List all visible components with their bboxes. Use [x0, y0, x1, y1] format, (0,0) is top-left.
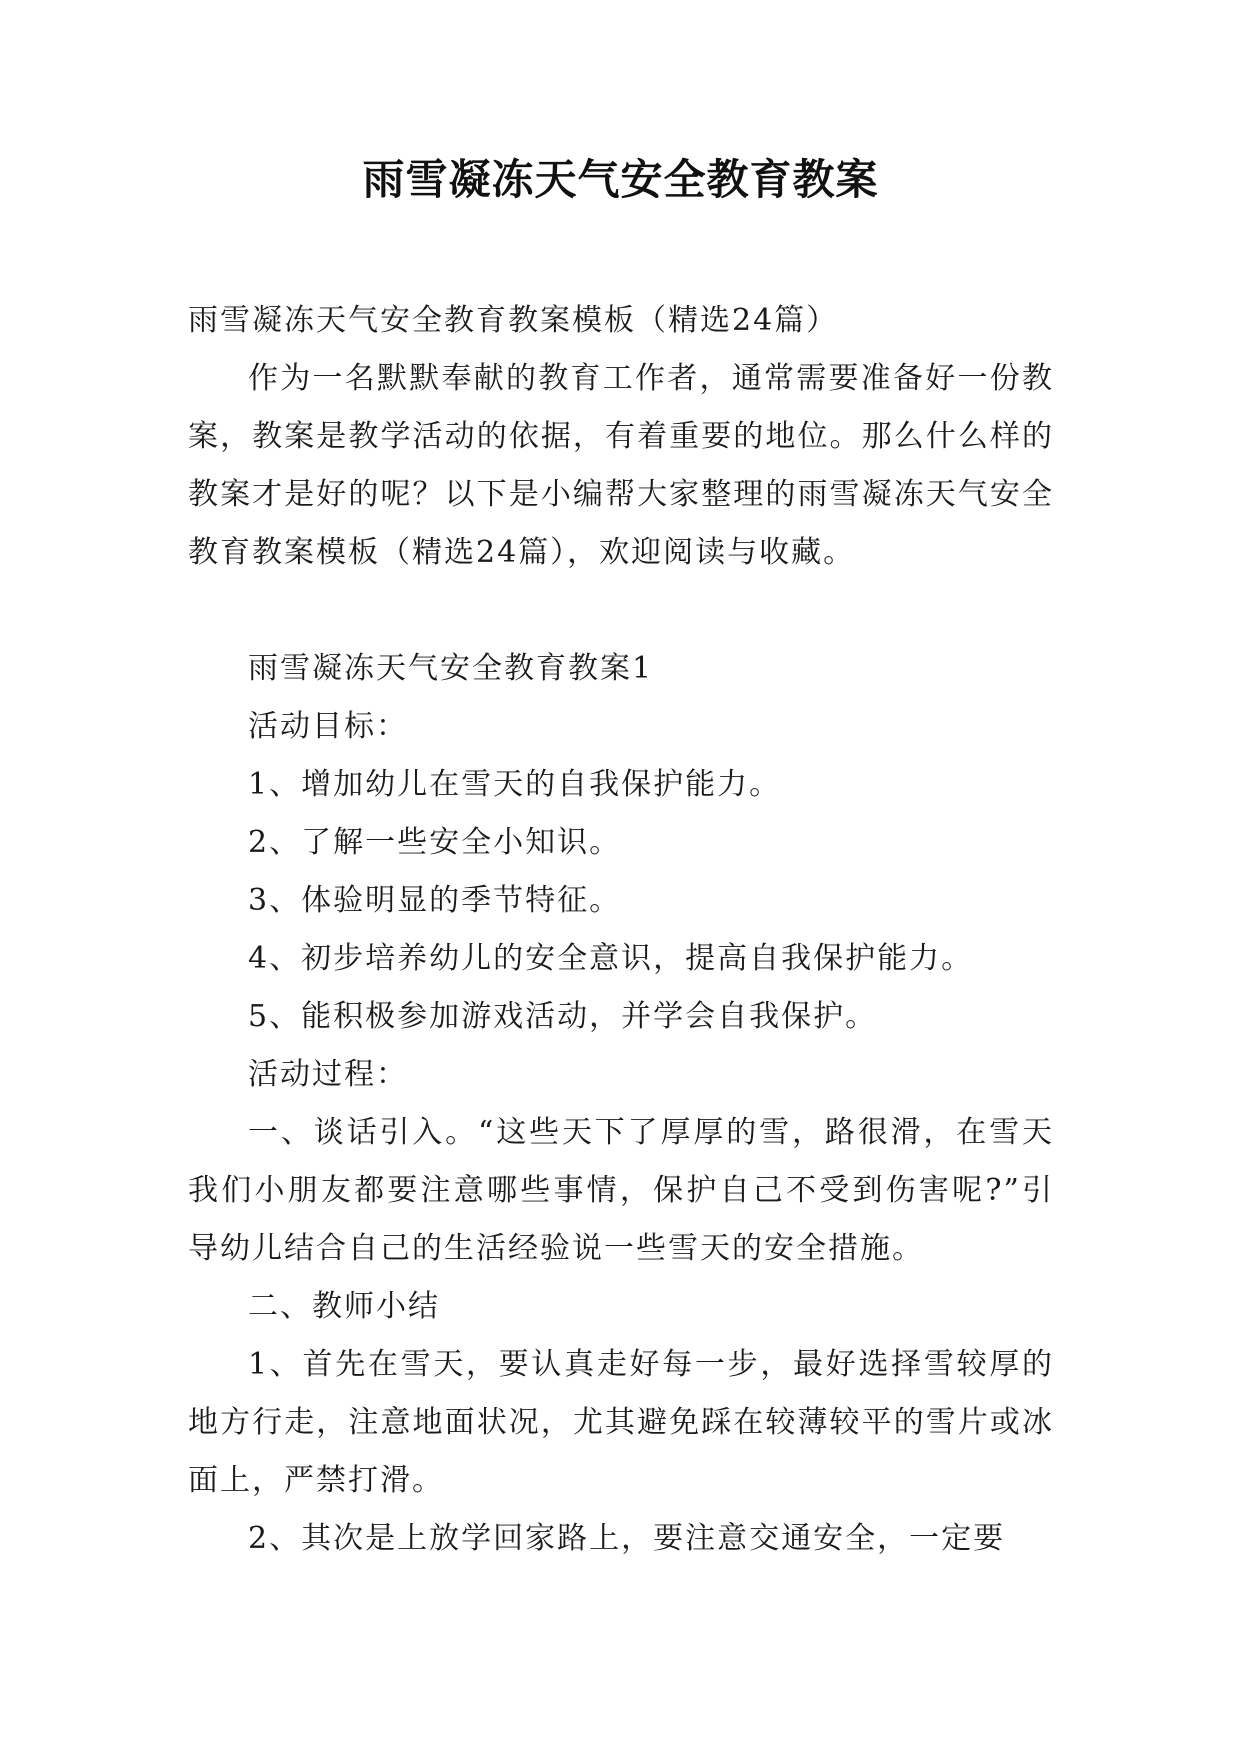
goal-item: 5、能积极参加游戏活动，并学会自我保护。 — [248, 999, 878, 1034]
summary-item-2: 2、其次是上放学回家路上，要注意交通安全，一定要 — [248, 1521, 1006, 1556]
goals-label: 活动目标： — [248, 709, 408, 744]
intro-paragraph: 作为一名默默奉献的教育工作者，通常需要准备好一份教案，教案是教学活动的依据，有着重要的地位。那么什么样的教案才是好的呢？以下是小编帮大家整理的雨雪凝冻天气安全教育教案模板（精选24篇），欢迎阅读与收藏。 — [188, 361, 1054, 570]
section-heading: 雨雪凝冻天气安全教育教案1 — [248, 651, 654, 686]
goal-item: 1、增加幼儿在雪天的自我保护能力。 — [248, 767, 782, 802]
section-spacer — [188, 582, 1054, 640]
process-step-2-label: 二、教师小结 — [248, 1289, 440, 1324]
document-title: 雨雪凝冻天气安全教育教案 — [362, 155, 879, 204]
goal-item: 2、了解一些安全小知识。 — [248, 825, 622, 860]
goal-item: 3、体验明显的季节特征。 — [248, 883, 622, 918]
summary-item-1: 1、首先在雪天，要认真走好每一步，最好选择雪较厚的地方行走，注意地面状况，尤其避免踩在较薄较平的雪片或冰面上，严禁打滑。 — [188, 1347, 1054, 1498]
document-subtitle: 雨雪凝冻天气安全教育教案模板（精选24篇） — [188, 303, 839, 338]
document-body — [188, 292, 1054, 1568]
goal-item: 4、初步培养幼儿的安全意识，提高自我保护能力。 — [248, 941, 974, 976]
process-step-1: 一、谈话引入。“这些天下了厚厚的雪，路很滑，在雪天我们小朋友都要注意哪些事情，保护自己不受到伤害呢?”引导幼儿结合自己的生活经验说一些雪天的安全措施。 — [188, 1115, 1054, 1266]
process-label: 活动过程： — [248, 1057, 408, 1092]
